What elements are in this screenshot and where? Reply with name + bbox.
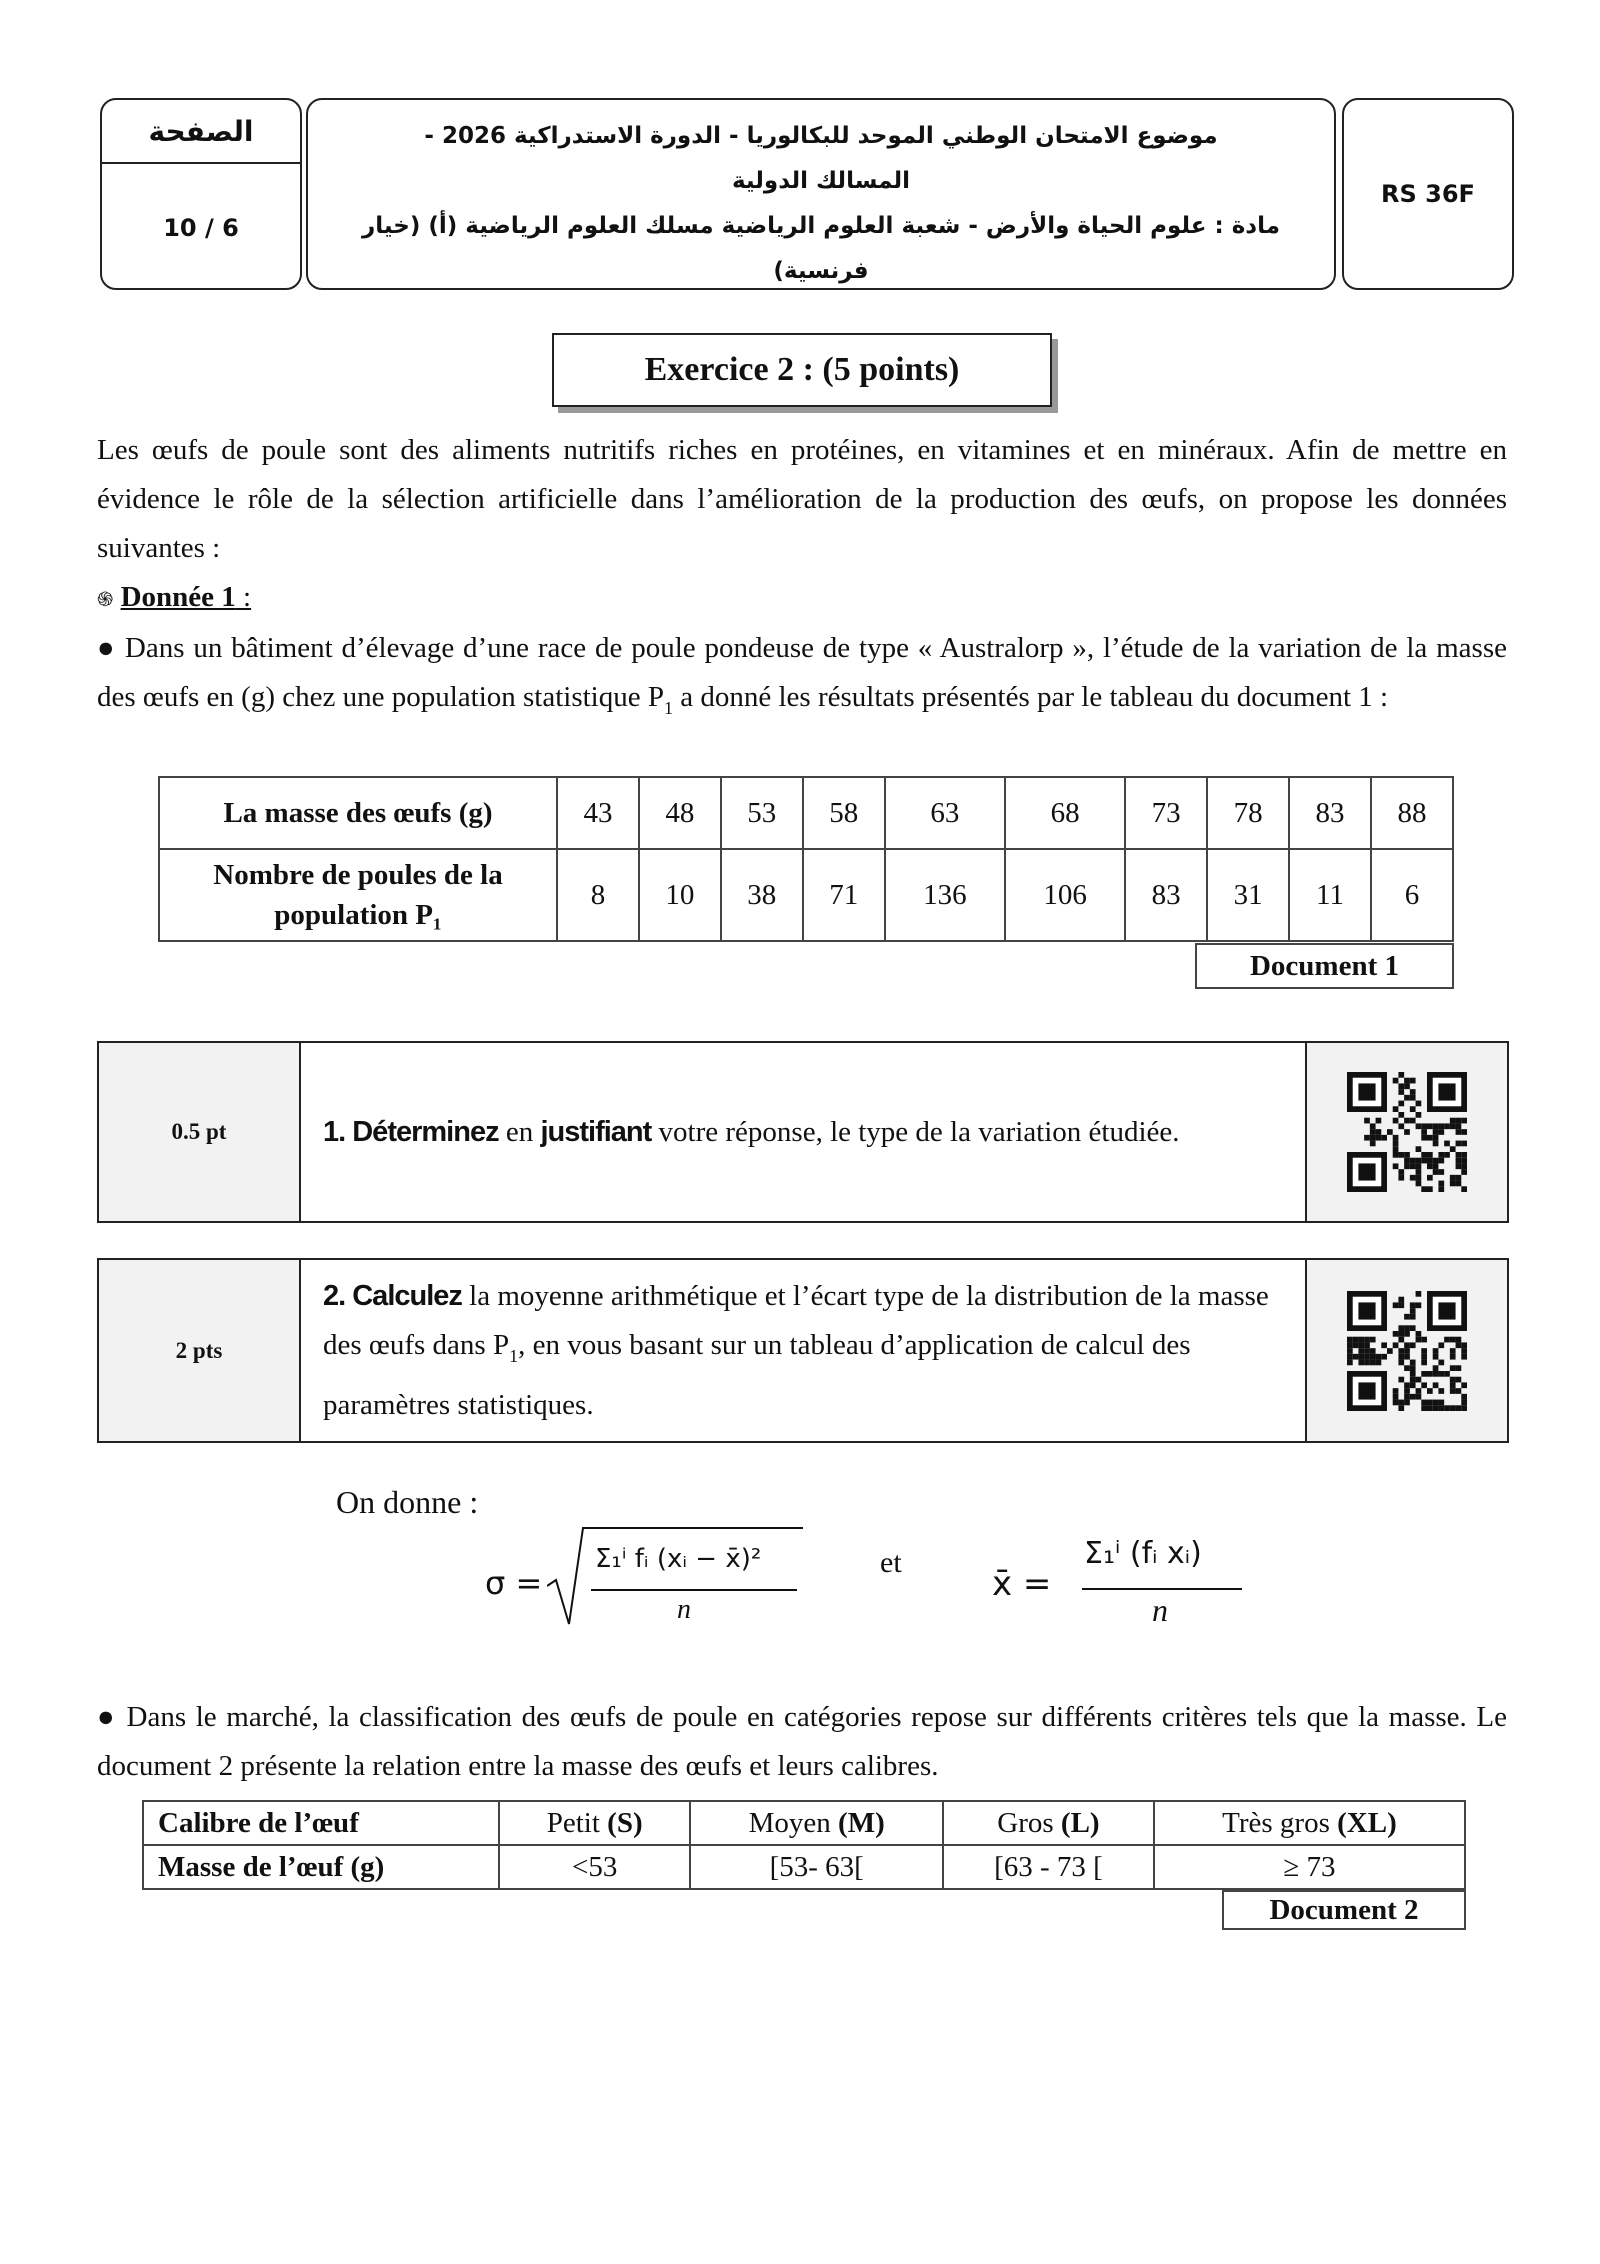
question-1-box bbox=[97, 1041, 1509, 1223]
radical-sign bbox=[547, 1520, 805, 1630]
mass-cell: 43 bbox=[557, 777, 639, 849]
qr-code-graphic bbox=[1347, 1291, 1467, 1411]
sigma-numerator: Σ₁ⁱ fᵢ (xᵢ − x̄)² bbox=[595, 1544, 762, 1574]
spiral-icon: ֍ bbox=[97, 587, 114, 611]
mean-formula bbox=[992, 1520, 1262, 1640]
exam-subject-line-2: فرنسية) bbox=[773, 258, 869, 284]
calibre-cell bbox=[943, 1801, 1154, 1845]
row-header-calibre: Calibre de l’œuf bbox=[143, 1801, 499, 1845]
qr-code-icon[interactable] bbox=[1305, 1260, 1507, 1441]
mean-denominator: n bbox=[1152, 1592, 1168, 1628]
std-dev-formula bbox=[485, 1520, 805, 1640]
table-row bbox=[143, 1845, 1465, 1889]
calibre-cell bbox=[1154, 1801, 1465, 1845]
document2-caption: Document 2 bbox=[1222, 1890, 1466, 1930]
count-cell: 106 bbox=[1005, 849, 1125, 941]
question-2-points: 2 pts bbox=[99, 1260, 301, 1441]
count-cell: 136 bbox=[885, 849, 1005, 941]
question-1-text-a: en bbox=[498, 1115, 541, 1148]
exam-subject-line: مادة : علوم الحياة والأرض - شعبة العلوم الرياضية مسلك العلوم الرياضية (أ) (خيار bbox=[362, 213, 1280, 239]
table-row bbox=[159, 849, 1453, 941]
calibre-name: Moyen bbox=[748, 1806, 839, 1839]
count-cell: 11 bbox=[1289, 849, 1371, 941]
mass-range-cell: [53- 63[ bbox=[690, 1845, 943, 1889]
document2-table bbox=[142, 1800, 1466, 1890]
population-subscript: 1 bbox=[509, 1345, 519, 1366]
market-paragraph bbox=[97, 1693, 1507, 1791]
exercise-title: Exercice 2 : (5 points) bbox=[552, 333, 1052, 407]
mass-cell: 58 bbox=[803, 777, 885, 849]
mass-cell: 78 bbox=[1207, 777, 1289, 849]
row-header-mass: La masse des œufs (g) bbox=[159, 777, 557, 849]
question-1-verb: 1. Déterminez bbox=[323, 1115, 499, 1148]
mass-cell: 83 bbox=[1289, 777, 1371, 849]
qr-code-graphic bbox=[1347, 1072, 1467, 1192]
count-cell: 71 bbox=[803, 849, 885, 941]
document1-table bbox=[158, 776, 1454, 942]
market-text: ● Dans le marché, la classification des œufs de poule en catégories repose sur différents critères tels que la masse. Le document 2 présente la relation entre la masse des œufs et leurs calibres. bbox=[97, 1701, 1507, 1782]
question-1-points: 0.5 pt bbox=[99, 1043, 301, 1221]
count-cell: 31 bbox=[1207, 849, 1289, 941]
calibre-name: Très gros bbox=[1222, 1806, 1338, 1839]
exam-code-box bbox=[1342, 98, 1514, 290]
mass-cell: 48 bbox=[639, 777, 721, 849]
calibre-name: Gros bbox=[997, 1806, 1061, 1839]
page-number: 10 / 6 bbox=[163, 214, 239, 242]
question-2-text-a: la moyenne arithmétique et l’écart type de la distribution de la masse des œufs dans P bbox=[323, 1279, 1269, 1361]
calibre-cell bbox=[690, 1801, 943, 1845]
mass-cell: 63 bbox=[885, 777, 1005, 849]
formula-intro: On donne : bbox=[336, 1484, 479, 1520]
question-1-text bbox=[301, 1043, 1305, 1221]
count-cell: 8 bbox=[557, 849, 639, 941]
mass-cell: 53 bbox=[721, 777, 803, 849]
row-header-count: Nombre de poules de la population P₁ bbox=[159, 849, 557, 941]
donnee-text-a: ● Dans un bâtiment d’élevage d’une race de poule pondeuse de type « Australorp », l’étude de la variation de la masse des œufs en (g) chez une population statistique P bbox=[97, 632, 1507, 713]
page-number-box bbox=[100, 98, 302, 290]
calibre-cell bbox=[499, 1801, 690, 1845]
formula-and: et bbox=[880, 1546, 902, 1579]
donnee-paragraph bbox=[97, 624, 1507, 733]
calibre-code: (L) bbox=[1060, 1806, 1100, 1839]
exam-title-line: موضوع الامتحان الوطني الموحد للبكالوريا - الدورة الاستدراكية 2026 - bbox=[424, 123, 1218, 149]
mass-range-cell: <53 bbox=[499, 1845, 690, 1889]
table-row bbox=[159, 777, 1453, 849]
intro-paragraph bbox=[97, 426, 1507, 733]
count-cell: 83 bbox=[1125, 849, 1207, 941]
question-2-text bbox=[301, 1260, 1305, 1441]
calibre-code: (XL) bbox=[1337, 1806, 1397, 1839]
exam-track-line: المسالك الدولية bbox=[731, 168, 911, 194]
count-cell: 10 bbox=[639, 849, 721, 941]
mean-label: x̄ = bbox=[992, 1564, 1052, 1604]
table-row bbox=[143, 1801, 1465, 1845]
qr-code-icon[interactable] bbox=[1305, 1043, 1507, 1221]
mass-cell: 68 bbox=[1005, 777, 1125, 849]
question-2-verb: 2. Calculez bbox=[323, 1279, 462, 1312]
exam-code: RS 36F bbox=[1381, 180, 1475, 208]
question-1-text-b: votre réponse, le type de la variation étudiée. bbox=[651, 1115, 1180, 1148]
donnee-text-b: a donné les résultats présentés par le tableau du document 1 : bbox=[673, 681, 1389, 713]
fraction-bar bbox=[1082, 1588, 1242, 1590]
page-label: الصفحة bbox=[102, 100, 300, 164]
population-subscript: 1 bbox=[664, 698, 673, 718]
calibre-code: (S) bbox=[607, 1806, 643, 1839]
count-cell: 38 bbox=[721, 849, 803, 941]
sigma-denominator: n bbox=[677, 1594, 691, 1625]
question-2-box bbox=[97, 1258, 1509, 1443]
donnee-label: Donnée 1 bbox=[120, 581, 236, 613]
intro-text: Les œufs de poule sont des aliments nutritifs riches en protéines, en vitamines et en minéraux. Afin de mettre en évidence le rôle de la sélection artificielle dans l’amélioration de la production des œufs, on propose les données suivantes : bbox=[97, 434, 1507, 564]
question-1-bold: justifiant bbox=[540, 1115, 652, 1148]
donnee-colon: : bbox=[235, 581, 252, 613]
calibre-name: Petit bbox=[546, 1806, 608, 1839]
document1-caption: Document 1 bbox=[1195, 943, 1454, 989]
row-header-mass: Masse de l’œuf (g) bbox=[143, 1845, 499, 1889]
count-cell: 6 bbox=[1371, 849, 1453, 941]
mass-cell: 73 bbox=[1125, 777, 1207, 849]
mass-cell: 88 bbox=[1371, 777, 1453, 849]
question-2-text-b: , en vous basant sur un tableau d’application de calcul des paramètres statistiques. bbox=[323, 1328, 1191, 1421]
mass-range-cell: [63 - 73 [ bbox=[943, 1845, 1154, 1889]
mean-numerator: Σ₁ⁱ (fᵢ xᵢ) bbox=[1084, 1536, 1202, 1571]
mass-range-cell: ≥ 73 bbox=[1154, 1845, 1465, 1889]
donnee-heading bbox=[97, 573, 1507, 624]
calibre-code: (M) bbox=[838, 1806, 885, 1839]
sigma-label: σ = bbox=[485, 1564, 543, 1602]
exam-title-box bbox=[306, 98, 1336, 290]
